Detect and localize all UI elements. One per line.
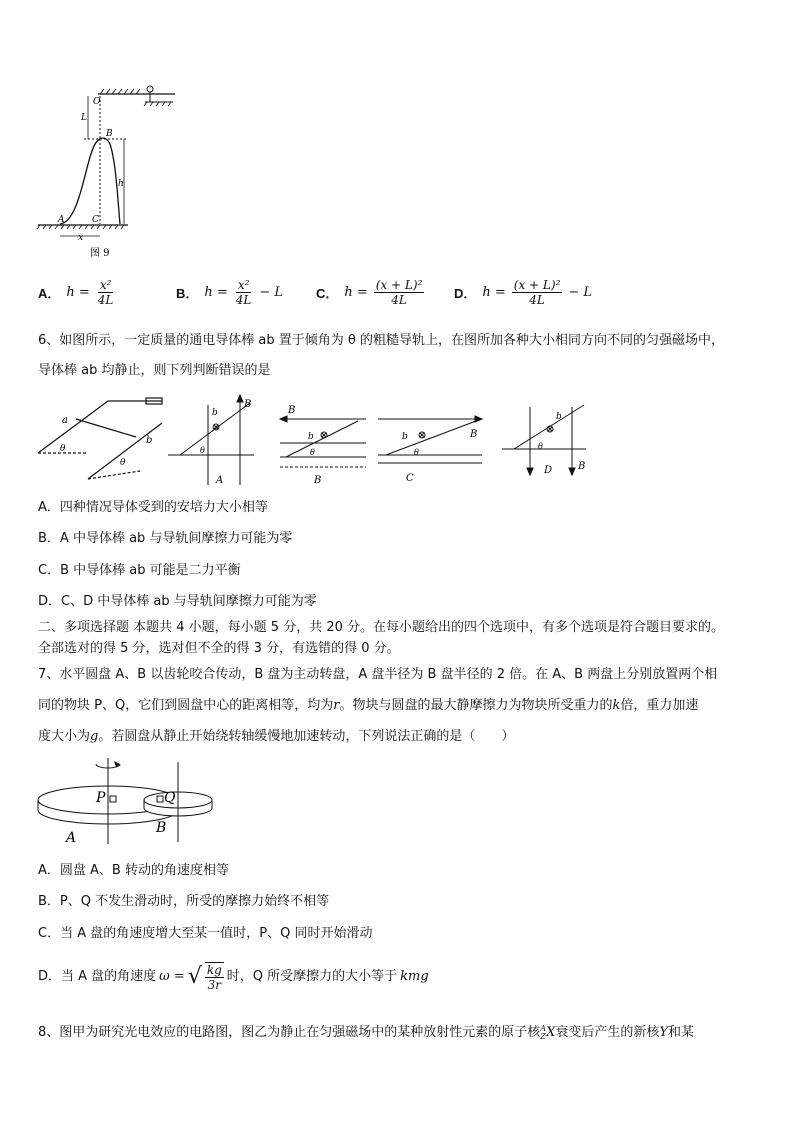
q6-stem-line2: 导体棒 ab 均静止，则下列判断错误的是 — [38, 363, 271, 378]
q6-label-theta2: θ — [120, 458, 126, 468]
q6-c-label-theta: θ — [414, 448, 419, 457]
q7-label-Q: Q — [164, 790, 176, 806]
q6-a-label-b: b — [212, 408, 218, 418]
q6-option-a[interactable]: A．四种情况导体受到的安培力大小相等 — [38, 500, 268, 515]
fig9-label-B: B — [106, 129, 113, 139]
q6-diagram-a — [168, 395, 254, 485]
q7-option-a[interactable]: A．圆盘 A、B 转动的角速度相等 — [38, 863, 229, 878]
q6-label-a: a — [62, 415, 68, 426]
q6-d-label-b: b — [556, 412, 562, 422]
q5-option-b[interactable] — [176, 278, 283, 307]
fig9-label-h: h — [118, 179, 124, 189]
option-label: B． — [176, 286, 199, 301]
q6-rails-diagram — [38, 398, 162, 479]
q6-option-c[interactable]: C．B 中导体棒 ab 可能是二力平衡 — [38, 563, 241, 578]
q6-option-b[interactable]: B．A 中导体棒 ab 与导轨间摩擦力可能为零 — [38, 531, 293, 546]
option-lhs: h = — [344, 285, 368, 300]
option-lhs: h = — [66, 285, 90, 300]
option-fraction: $\frac{\text{x²}}{4L}$ — [235, 278, 252, 307]
q6-figures — [36, 393, 596, 493]
q6-stem-line1: 6、如图所示，一定质量的通电导体棒 ab 置于倾角为 θ 的粗糙导轨上，在图所加各种大小相同方向不同的匀强磁场中， — [38, 333, 724, 348]
option-fraction: $\frac{\text{(x + L)²}}{4L}$ — [375, 278, 423, 307]
option-fraction: $\frac{\text{(x + L)²}}{4L}$ — [513, 278, 561, 307]
q6-b-label-b: b — [308, 432, 314, 442]
section-2-heading: 二、多项选择题 本题共 4 小题，每小题 5 分，共 20 分。在每小题给出的四个选项中，有多个选项是符合题目要求的。 — [38, 620, 725, 635]
q6-b-caption: B — [314, 475, 322, 486]
q6-d-caption: D — [544, 465, 553, 476]
q7-stem-line1: 7、水平圆盘 A、B 以齿轮咬合传动，B 盘为主动转盘，A 盘半径为 B 盘半径的 2 倍。在 A、B 两盘上分别放置两个相 — [38, 667, 718, 682]
q6-b-label-theta: θ — [310, 448, 315, 457]
fig9-caption: 图 9 — [90, 248, 110, 259]
q7-figure — [34, 758, 224, 848]
q7-option-c[interactable]: C．当 A 盘的角速度增大至某一值时，P、Q 同时开始滑动 — [38, 926, 373, 941]
section-2-heading-line2: 全部选对的得 5 分，选对但不全的得 3 分，有选错的得 0 分。 — [38, 641, 400, 656]
q6-label-theta1: θ — [60, 444, 66, 454]
q5-option-c[interactable] — [316, 278, 424, 307]
option-tail: − L — [259, 285, 284, 300]
q6-a-caption: A — [216, 475, 224, 486]
q7-stem-line2: 同的物块 P、Q，它们到圆盘中心的距离相等，均为r。物块与圆盘的最大静摩擦力为物块所受重力的k倍，重力加速 — [38, 698, 699, 713]
option-lhs: h = — [482, 285, 506, 300]
q6-a-label-B: B — [244, 399, 252, 410]
fig9-label-x: x — [78, 233, 84, 243]
q6-diagram-c — [378, 416, 482, 463]
option-tail: − L — [568, 285, 593, 300]
option-label: A． — [38, 286, 61, 301]
q6-a-label-theta: θ — [200, 446, 205, 455]
fig9-label-C: C — [92, 215, 99, 225]
q5-option-a[interactable] — [38, 278, 115, 307]
q6-c-caption: C — [406, 473, 414, 484]
q7-option-d[interactable]: D．当 A 盘的角速度 ω = √ $\frac{kg}{3r}$ 时，Q 所受摩擦力的大小等于 kmg — [38, 963, 429, 992]
q6-diagram-b — [280, 416, 366, 467]
q8-stem: 8、图甲为研究光电效应的电路图，图乙为静止在匀强磁场中的某种放射性元素的原子核 A Z X衰变后产生的新核Y和某 — [38, 1023, 694, 1041]
fig9-label-L: L — [81, 113, 87, 123]
option-lhs: h = — [204, 285, 228, 300]
q6-c-label-B: B — [470, 429, 478, 440]
q6-b-label-B: B — [288, 405, 296, 416]
q6-c-label-b: b — [402, 432, 408, 442]
q7-label-A: A — [66, 830, 77, 846]
q6-option-d[interactable]: D．C、D 中导体棒 ab 与导轨间摩擦力可能为零 — [38, 594, 317, 609]
fig9-label-A: A — [58, 215, 65, 225]
q7-label-B: B — [156, 820, 167, 836]
q6-d-label-B: B — [578, 461, 586, 472]
q5-option-d[interactable] — [454, 278, 592, 307]
figure-9 — [30, 82, 190, 262]
fig9-label-O: O — [93, 97, 101, 107]
q6-label-b: b — [146, 435, 153, 446]
q7-stem-line3: 度大小为g。若圆盘从静止开始绕转轴缓慢地加速转动，下列说法正确的是（ ） — [38, 729, 515, 744]
option-fraction: $\frac{\text{x²}}{4L}$ — [97, 278, 114, 307]
option-label: C． — [316, 286, 339, 301]
q7-label-P: P — [96, 790, 106, 806]
q7-option-b[interactable]: B．P、Q 不发生滑动时，所受的摩擦力始终不相等 — [38, 894, 330, 909]
q6-d-label-theta: θ — [538, 442, 543, 451]
option-label: D． — [454, 286, 477, 301]
